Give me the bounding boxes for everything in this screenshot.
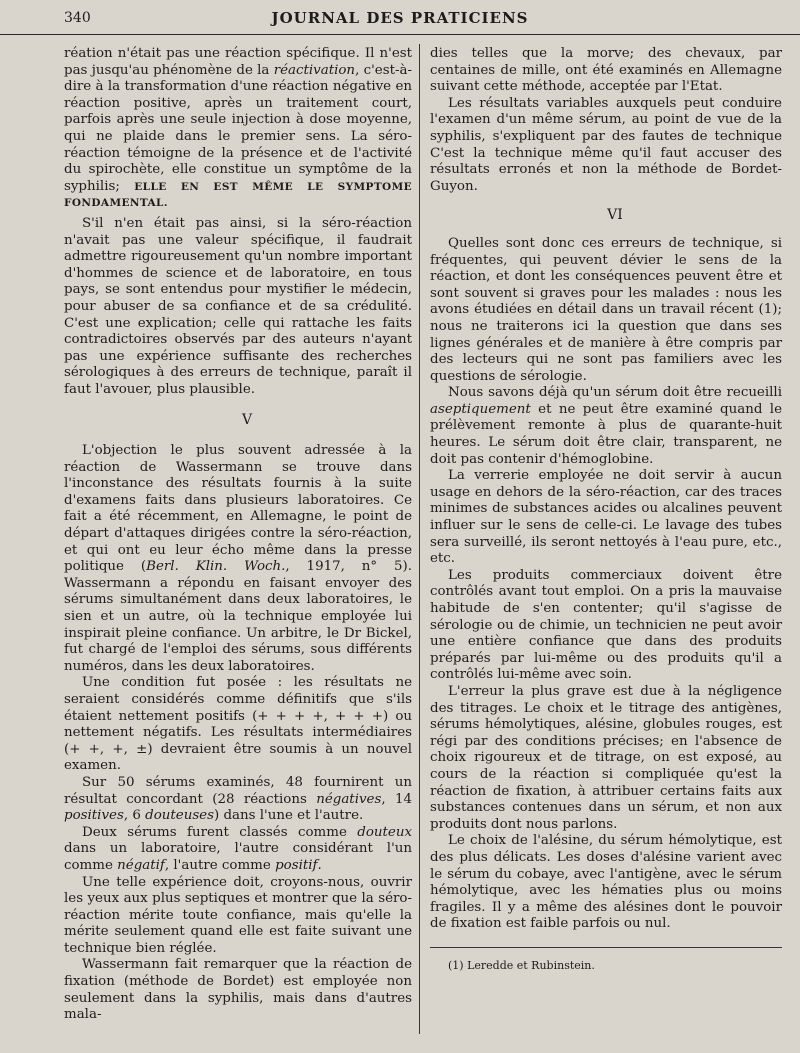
paragraph: La verrerie employée ne doit servir à aucun usage en dehors de la séro-réaction, car des traces minimes de substances acides ou alcalines peuvent influer sur le sens de celle-ci. Le lavage des tubes sera surveillé, ils seront nettoyés à l'eau pure, etc., etc. bbox=[430, 468, 782, 567]
paragraph: Une condition fut posée : les résultats ne seraient considérés comme définitifs que s'ils étaient nettement positifs (+ + + +, + + +) ou nettement négatifs. Les résultats intermédiaires (+ +, +, ±) devraient être soumis à un nouvel examen. bbox=[64, 675, 412, 774]
footnote-rule bbox=[430, 947, 782, 948]
paragraph: Deux sérums furent classés comme douteux dans un laboratoire, l'autre considérant l'un comme négatif, l'autre comme positif. bbox=[64, 824, 412, 873]
page-header bbox=[0, 0, 800, 35]
paragraph: Quelles sont donc ces erreurs de technique, si fréquentes, qui peuvent dévier le sens de la réaction, et dont les conséquences peuvent être et sont souvent si graves pour les malades : nous les avons étudiées en détail dans un travail récent (1); nous ne traiterons ici la question que dans ses lignes générales et de manière à être compris par des lecteurs qui ne sont pas familiers avec les questions de sérologie. bbox=[430, 235, 782, 384]
paragraph: Nous savons déjà qu'un sérum doit être recueilli aseptiquement et ne peut être examiné quand le prélèvement remonte à plus de quarante-huit heures. Le sérum doit être clair, transparent, ne doit pas contenir d'hémoglobine. bbox=[430, 385, 782, 467]
column-divider bbox=[419, 44, 420, 1034]
paragraph: L'objection le plus souvent adressée à la réaction de Wassermann se trouve dans l'inconstance des résultats fournis à la suite d'examens faits dans plusieurs laboratoires. Ce fait a été récemment, en Allemagne, le point de départ d'attaques dirigées contre la séro-réaction, et qui ont eu leur écho même dans la presse politique (Berl. Klin. Woch., 1917, n° 5). Wassermann a répondu en faisant envoyer des sérums simultanément dans deux laboratoires, le sien et un autre, où la technique employée lui inspirait pleine confiance. Un arbitre, le Dr Bickel, fut chargé de l'emploi des sérums, sous différents numéros, dans les deux laboratoires. bbox=[64, 443, 413, 674]
section-heading-v: V bbox=[241, 412, 253, 429]
page-number: 340 bbox=[64, 10, 91, 26]
paragraph: Une telle expérience doit, croyons-nous, ouvrir les yeux aux plus septiques et montrer que la séro-réaction mérite toute confiance, mais qu'elle la mérite seulement quand elle est faite suivant une technique bien réglée. bbox=[64, 874, 412, 956]
running-title: JOURNAL DES PRATICIENS bbox=[271, 9, 529, 27]
paragraph: Sur 50 sérums examinés, 48 fournirent un résultat concordant (28 réactions négatives, 14 positives, 6 douteuses) dans l'une et l'autre. bbox=[64, 774, 412, 824]
paragraph: Wassermann fait remarquer que la réaction de fixation (méthode de Bordet) est employée non seulement dans la syphilis, mais dans d'autres mala- bbox=[64, 957, 412, 1023]
paragraph: dies telles que la morve; des chevaux, par centaines de mille, ont été examinés en Allemagne suivant cette méthode, acceptée par l'Etat. bbox=[430, 46, 782, 95]
emphasis-caps: ELLE EN EST MÊME LE SYMPTOME FONDAMENTAL. bbox=[64, 180, 412, 210]
paragraph: Les résultats variables auxquels peut conduire l'examen d'un même sérum, au point de vue de la syphilis, s'expliquent par des fautes de technique C'est la technique même qu'il faut accuser des résultats erronés et non la méthode de Bordet-Guyon. bbox=[430, 95, 782, 194]
paragraph: Le choix de l'alésine, du sérum hémolytique, est des plus délicats. Les doses d'alésine varient avec le sérum du cobaye, avec l'antigène, avec le sérum hémolytique, avec les hématies plus ou moins fragiles. Il y a même des alésines dont le pouvoir de fixation est faible parfois ou nul. bbox=[430, 833, 782, 932]
footnote: (1) Leredde et Rubinstein. bbox=[448, 958, 595, 972]
paragraph: Les produits commerciaux doivent être contrôlés avant tout emploi. On a pris la mauvaise habitude de s'en contenter; qu'il s'agisse de sérologie ou de chimie, un technicien ne peut avoir une entière confiance que dans des produits préparés par lui-même ou des produits qu'il a contrôlés lui-même avec soin. bbox=[430, 567, 782, 683]
paragraph: L'erreur la plus grave est due à la négligence des titrages. Le choix et le titrage des antigènes, sérums hémolytiques, alésine, globules rouges, est régi par des conditions précises; en l'absence de choix rigoureux et de titrage, on est exposé, au cours de la réaction si compliquée qu'est la réaction de fixation, à attribuer certains faits aux substances contenues dans un sérum, et non aux produits dont nous parlons. bbox=[430, 683, 782, 832]
paragraph: réation n'était pas une réaction spécifique. Il n'est pas jusqu'au phénomène de la réactivation, c'est-à-dire à la transformation d'une réaction négative en réaction positive, après un traitement court, parfois après une seule injection à dose moyenne, qui ne plaide dans le premier sens. La séro-réaction témoigne de la présence et de l'activité du spirochète, elle constitue un symptôme de la syphilis; ELLE EN EST MÊME LE SYMPTOME FONDAMENTAL. bbox=[64, 46, 412, 210]
paragraph: S'il n'en était pas ainsi, si la séro-réaction n'avait pas une valeur spécifique, il faudrait admettre rigoureusement qu'un nombre important d'hommes de science et de laboratoire, en tous pays, se sont entendus pour mystifier le médecin, pour abuser de sa confiance et de sa crédulité. C'est une explication; celle qui rattache les faits contradictoires observés par des auteurs n'ayant pas une expérience suffisante des recherches sérologiques à des erreurs de technique, paraît il faut l'avouer, plus plausible. bbox=[64, 215, 412, 397]
section-heading-vi: VI bbox=[607, 207, 623, 224]
left-column bbox=[64, 46, 412, 1024]
right-column bbox=[430, 46, 782, 974]
